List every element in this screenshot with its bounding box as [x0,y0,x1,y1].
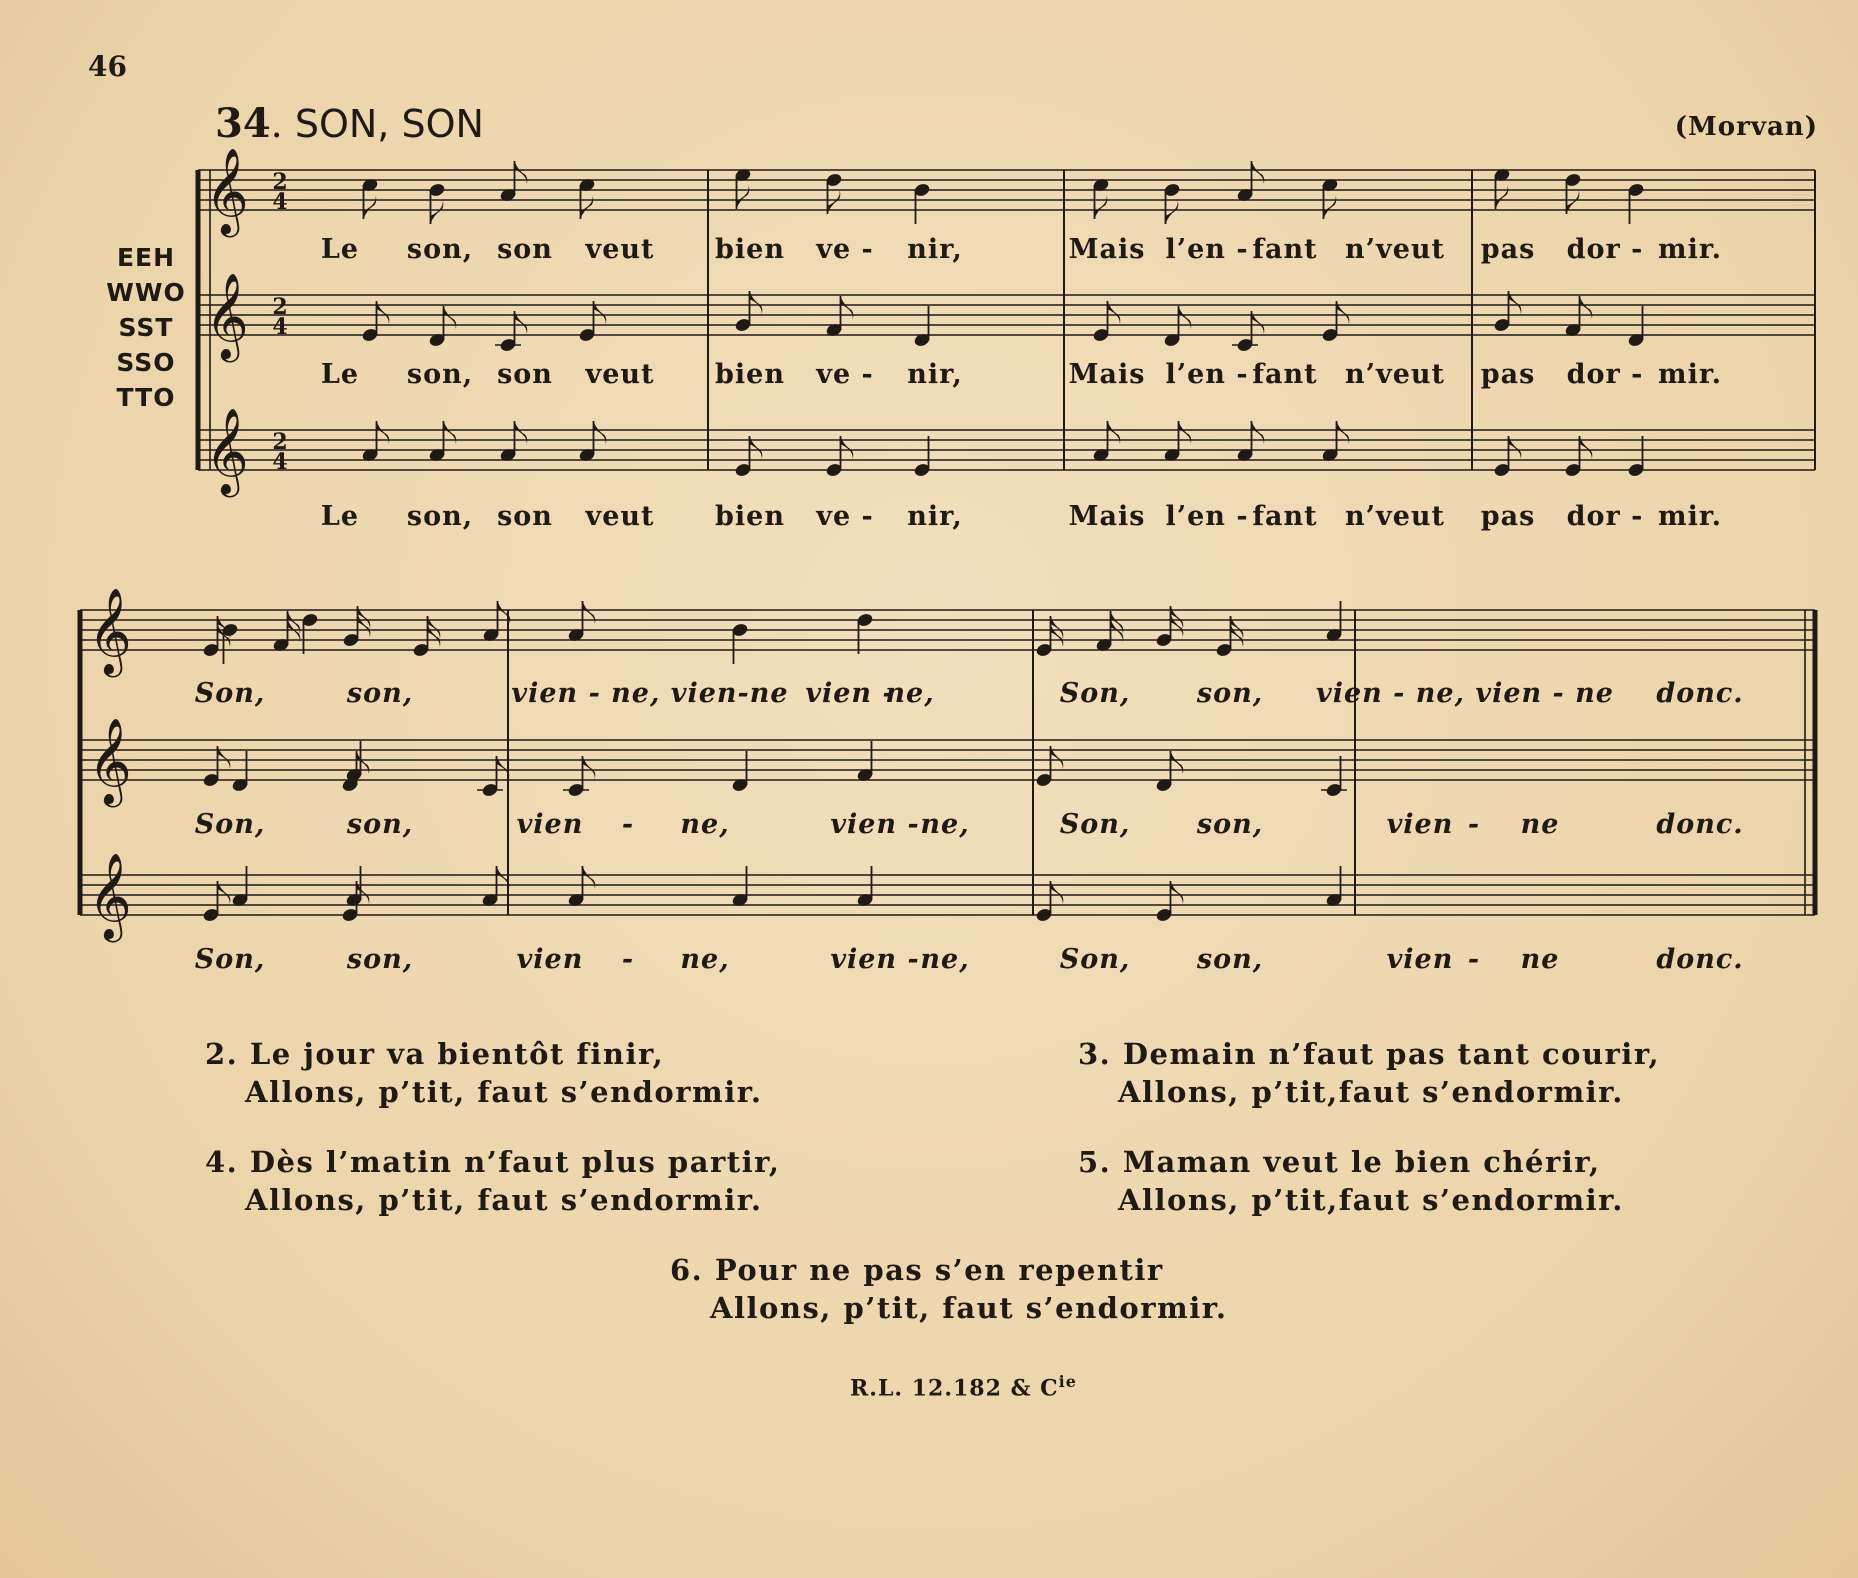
lyric-syllable: l’en - [1165,234,1249,265]
note-flag [1108,421,1121,445]
lyric-syllable: pas [1480,359,1536,390]
lyric-syllable: veut [585,359,655,390]
time-signature-numerator: 2 [272,429,288,455]
lyric-syllable: fant [1252,359,1318,390]
lyric-syllable: son, [1196,678,1264,709]
lyric-syllable: pas [1480,234,1536,265]
voice-label: SST [118,313,174,342]
note-flag [1179,421,1192,445]
lyric-syllable: veut [585,501,655,532]
time-signature-denominator: 4 [272,314,288,340]
lyric-syllable: - [621,809,635,840]
lyric-syllable: nir, [907,234,963,265]
treble-clef: 𝄞 [88,718,132,804]
lyric-syllable: nir, [907,501,963,532]
voice-label: SSO [116,348,176,377]
time-signature-denominator: 4 [272,189,288,215]
time-signature-numerator: 2 [272,294,288,320]
note-flag [1179,306,1192,330]
lyric-syllable: - [1467,944,1481,975]
lyric-syllable: nir, [907,359,963,390]
lyric-syllable: donc. [1656,809,1744,840]
lyric-syllable: son, [1196,809,1264,840]
lyric-syllable: son, [346,678,414,709]
lyric-syllable: son, [346,944,414,975]
lyric-syllable: vien - [830,809,920,840]
note-flag [1171,751,1184,775]
treble-clef: 𝄞 [205,408,249,494]
song-name: SON, SON [294,102,484,146]
note-flag [1580,296,1593,320]
lyric-syllable: vien [1386,944,1454,975]
lyric-syllable: ne, [680,944,730,975]
verse-3: 3. Demain n’faut pas tant courir, Allons, p’tit,faut s’endormir. [1078,1037,1661,1109]
note-flag [594,421,607,445]
song-origin: (Morvan) [1674,112,1818,142]
lyric-syllable: son, [346,809,414,840]
lyric-syllable: bien [715,234,785,265]
lyric-syllable: - [1467,809,1481,840]
treble-clef: 𝄞 [88,853,132,939]
verse-2: 2. Le jour va bientôt finir, Allons, p’tit, faut s’endormir. [205,1037,763,1109]
note-flag [444,421,457,445]
note-flag [1095,195,1108,219]
note-flag [1166,200,1179,224]
voice-label: WWO [106,278,186,307]
lyric-syllable: veut [585,234,655,265]
note-flag [737,185,750,209]
lyric-syllable: son, [406,359,474,390]
note-flag [364,195,377,219]
lyric-syllable: fant [1252,501,1318,532]
verse-4: 4. Dès l’matin n’faut plus partir, Allons, p’tit, faut s’endormir. [205,1145,781,1217]
note-flag [583,601,596,625]
lyric-syllable: son, [406,234,474,265]
lyric-syllable: Son, [194,944,266,975]
time-signature-denominator: 4 [272,449,288,475]
lyric-syllable: dor - [1566,234,1644,265]
lyric-syllable: vien - [830,944,920,975]
lyric-syllable: Son, [194,678,266,709]
lyric-syllable: vien - [805,678,895,709]
lyric-syllable: vien [516,809,584,840]
lyric-syllable: ne, [680,809,730,840]
lyric-syllable: vien - ne, vien-ne [511,678,789,709]
note-flag [1337,421,1350,445]
lyric-syllable: Mais [1068,501,1146,532]
lyric-syllable: fant [1252,234,1318,265]
lyric-syllable: mir. [1658,501,1722,532]
lyric-syllable: n’veut [1345,359,1445,390]
note-flag [583,866,596,890]
verse-6: 6. Pour ne pas s’en repentir Allons, p’tit, faut s’endormir. [670,1253,1228,1325]
lyric-syllable: vien - ne, vien - ne [1316,678,1614,709]
lyric-syllable: Son, [194,809,266,840]
time-signature-numerator: 2 [272,169,288,195]
lyric-syllable: n’veut [1345,501,1445,532]
lyric-syllable: l’en - [1165,501,1249,532]
note-flag [431,200,444,224]
lyric-syllable: ve - [816,359,874,390]
song-title: 34. SON, SON [215,100,484,147]
treble-clef: 𝄞 [88,588,132,674]
lyric-syllable: ve - [816,234,874,265]
lyric-syllable: bien [715,501,785,532]
lyric-syllable: n’veut [1345,234,1445,265]
voice-label: TTO [116,383,176,412]
lyric-syllable: Son, [1059,944,1131,975]
song-number: 34 [215,100,271,147]
lyric-syllable: ne, [885,678,935,709]
lyric-syllable: dor - [1566,501,1644,532]
lyric-syllable: ne, [920,944,970,975]
lyric-syllable: son [497,359,553,390]
lyric-syllable: son, [1196,944,1264,975]
lyric-syllable: Le [320,359,360,390]
lyric-syllable: ne, [920,809,970,840]
note-flag [1324,195,1337,219]
lyric-syllable: dor - [1566,359,1644,390]
lyric-syllable: Le [320,234,360,265]
note-flag [515,421,528,445]
verse-5: 5. Maman veut le bien chérir, Allons, p’tit,faut s’endormir. [1078,1145,1624,1217]
note-flag [1252,161,1265,185]
lyric-syllable: Mais [1068,234,1146,265]
lyric-syllable: donc. [1656,678,1744,709]
lyric-syllable: son, [406,501,474,532]
lyric-syllable: vien [1386,809,1454,840]
lyric-syllable: ne [1520,944,1560,975]
lyric-syllable: son [497,234,553,265]
note-flag [377,421,390,445]
note-flag [1496,185,1509,209]
lyric-syllable: mir. [1658,359,1722,390]
note-flag [444,306,457,330]
voice-label: EEH [116,243,176,272]
lyric-syllable: Son, [1059,809,1131,840]
lyric-syllable: bien [715,359,785,390]
note-flag [1111,611,1124,635]
lyric-syllable: ve - [816,501,874,532]
lyric-syllable: vien [516,944,584,975]
treble-clef: 𝄞 [205,273,249,359]
note-flag [1252,421,1265,445]
page-number: 46 [88,50,127,83]
note-flag [515,161,528,185]
lyric-syllable: ne [1520,809,1560,840]
lyric-syllable: son [497,501,553,532]
note-flag [288,611,301,635]
lyric-syllable: mir. [1658,234,1722,265]
lyric-syllable: Mais [1068,359,1146,390]
lyric-syllable: l’en - [1165,359,1249,390]
lyric-syllable: Son, [1059,678,1131,709]
note-flag [581,195,594,219]
lyric-syllable: pas [1480,501,1536,532]
publisher-code: R.L. 12.182 & $C^{ie}$ [850,1372,1077,1402]
note-flag [841,296,854,320]
lyric-syllable: Le [320,501,360,532]
lyric-syllable: - [621,944,635,975]
treble-clef: 𝄞 [205,148,249,234]
lyric-syllable: donc. [1656,944,1744,975]
